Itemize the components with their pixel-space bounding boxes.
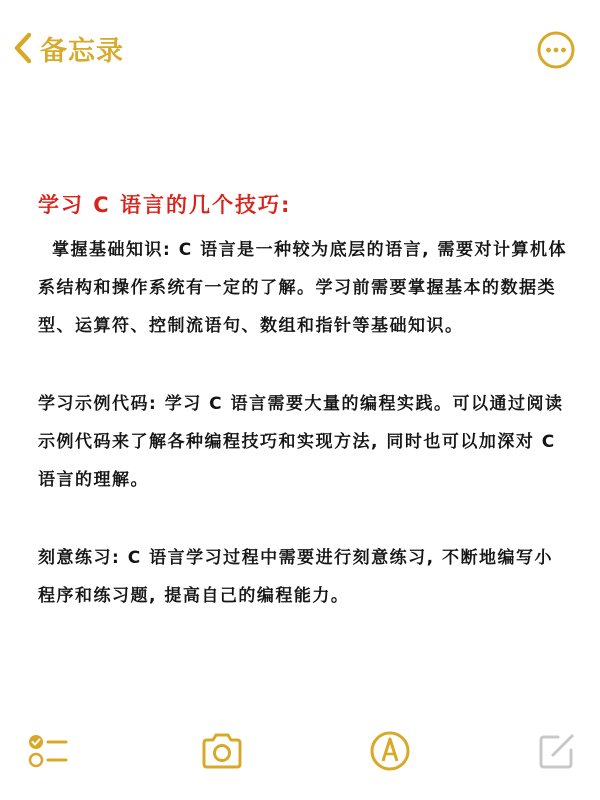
note-body[interactable]: [38, 185, 568, 615]
camera-button[interactable]: [199, 728, 245, 774]
compose-icon: [534, 728, 580, 774]
checklist-icon: [26, 728, 72, 774]
note-paragraph-examples: 学习示例代码: 学习 C 语言需要大量的编程实践。可以通过阅读示例代码来了解各种编程技巧和实现方法, 同时也可以加深对 C 语言的理解。: [38, 394, 564, 490]
back-button[interactable]: [12, 28, 124, 68]
pen-markup-icon: [367, 728, 413, 774]
navigation-bar: [0, 0, 600, 100]
chevron-left-icon: [12, 31, 34, 65]
note-paragraph-practice: 刻意练习: C 语言学习过程中需要进行刻意练习, 不断地编写小程序和练习题, 提高自己的编程能力。: [38, 548, 553, 606]
note-paragraph-basics: 掌握基础知识: C 语言是一种较为底层的语言, 需要对计算机体系结构和操作系统有一定的了解。学习前需要掌握基本的数据类型、运算符、控制流语句、数组和指针等基础知识。: [38, 240, 567, 336]
ellipsis-circle-icon: [536, 55, 576, 74]
camera-icon: [199, 728, 245, 774]
compose-button[interactable]: [534, 728, 580, 774]
note-title: 学习 C 语言的几个技巧:: [38, 193, 292, 217]
bottom-toolbar: [0, 720, 600, 780]
markup-button[interactable]: [367, 728, 413, 774]
checklist-button[interactable]: [26, 728, 72, 774]
back-label: 备忘录: [40, 35, 124, 67]
more-button[interactable]: [536, 30, 576, 70]
